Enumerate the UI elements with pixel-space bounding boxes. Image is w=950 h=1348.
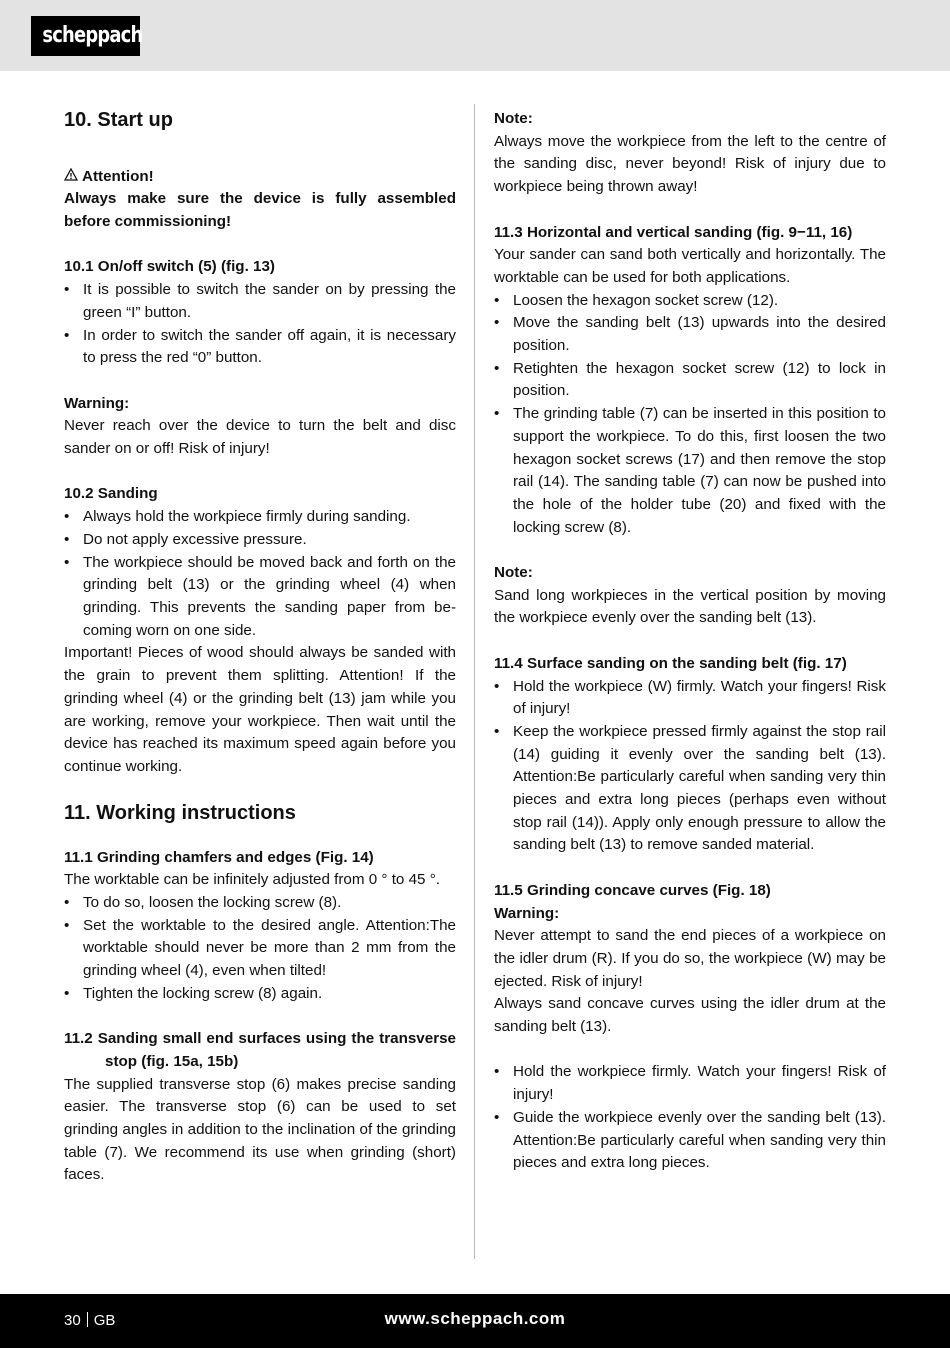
section-10-1-title: 10.1 On/off switch (5) (fig. 13): [64, 258, 275, 276]
note-text: Sand long workpieces in the vertical position by moving the workpiece evenly over the sanding belt (13).: [494, 586, 886, 627]
list-item: • In order to switch the sander off again, it is necessary to press the red “0” button.: [64, 325, 456, 370]
section-11-4-list: [494, 676, 886, 858]
note-label: Note:: [494, 564, 533, 582]
list-item: • Do not apply excessive pressure.: [64, 529, 456, 552]
section-11-5-title: 11.5 Grinding concave curves (Fig. 18): [494, 881, 771, 899]
section-11-2-title: 11.2 Sanding small end surfaces using the transverse stop (fig. 15a, 15b): [64, 1030, 456, 1070]
list-item: • Loosen the hexagon socket screw (12).: [494, 290, 886, 313]
warning-triangle-icon: [64, 166, 78, 189]
note-text: Always move the workpiece from the left to the centre of the sanding disc, never beyond! Risk of injury due to workpiece being thrown away!: [494, 132, 886, 196]
section-10-2-list: [64, 506, 456, 642]
attention-heading: [64, 166, 456, 189]
scheppach-logo: scheppach: [31, 16, 140, 56]
list-item: • Always hold the workpiece firmly during sanding.: [64, 506, 456, 529]
list-item: • Set the worktable to the desired angle. Attention:The worktable should never be more than 2 mm from the grinding wheel (4), even when tilted!: [64, 915, 456, 983]
right-column: [494, 108, 886, 1175]
list-item: • To do so, loosen the locking screw (8).: [64, 892, 456, 915]
attention-text: Always make sure the device is fully assembled before commissioning!: [64, 190, 456, 231]
list-item: • Hold the workpiece (W) firmly. Watch your fingers! Risk of injury!: [494, 676, 886, 721]
section-11-5-text: Always sand concave curves using the idler drum at the sanding belt (13).: [494, 995, 886, 1036]
list-item: • Hold the workpiece firmly. Watch your fingers! Risk of injury!: [494, 1061, 886, 1106]
list-item: • Keep the workpiece pressed firmly against the stop rail (14) guiding it evenly over the sanding belt (13). Attention:Be particularly careful when sanding very thin pieces and extra long pieces (perhaps even without stop rail (14)). Apply only enough pressure to allow the sanding belt (13) to remove sanded material.: [494, 721, 886, 857]
section-11-3-intro: Your sander can sand both vertically and horizontally. The worktable can be used for both applications.: [494, 246, 886, 286]
warning-label: Warning:: [64, 394, 130, 412]
section-11-2-text: The supplied transverse stop (6) makes precise sanding easier. The transverse stop (6) can be used to set grinding angles in addition to the inclination of the grinding table (7). We recommend its use when grinding (short) faces.: [64, 1075, 456, 1184]
section-11-3-list: [494, 290, 886, 540]
section-10-1-list: [64, 279, 456, 370]
language-code: GB: [93, 1312, 116, 1329]
section-10-2-title: 10.2 Sanding: [64, 485, 158, 503]
section-11-1-list: [64, 892, 456, 1006]
warning-text: Never attempt to sand the end pieces of a workpiece on the idler drum (R). If you do so, the workpiece (W) may be ejected. Risk of injury!: [494, 927, 886, 990]
section-10-title: 10. Start up: [64, 109, 173, 131]
list-item: • It is possible to switch the sander on by pressing the green “I” button.: [64, 279, 456, 324]
list-item: • Tighten the locking screw (8) again.: [64, 983, 456, 1006]
section-11-3-title: 11.3 Horizontal and vertical sanding (fig. 9−11, 16): [494, 223, 853, 241]
left-column: [64, 108, 456, 1187]
page-header: [0, 0, 950, 71]
section-11-4-title: 11.4 Surface sanding on the sanding belt (fig. 17): [494, 654, 847, 672]
list-item: • The workpiece should be moved back and forth on the grinding belt (13) or the grinding wheel (4) when grinding. This prevents the sanding paper from becoming worn on one side.: [64, 552, 456, 643]
website-url: www.scheppach.com: [384, 1309, 566, 1328]
section-11-1-title: 11.1 Grinding chamfers and edges (Fig. 14): [64, 848, 374, 866]
list-item: • The grinding table (7) can be inserted in this position to support the workpiece. To do this, first loosen the two hexagon socket screws (17) and then remove the stop rail (14). The sanding table (7) can now be pushed into the hole of the holder tube (20) and fixed with the locking screw (8).: [494, 403, 886, 539]
list-item: • Retighten the hexagon socket screw (12) to lock in position.: [494, 358, 886, 403]
section-11-title: 11. Working instructions: [64, 801, 296, 824]
section-11-5-list: [494, 1061, 886, 1175]
column-divider: [474, 104, 475, 1259]
section-11-1-intro: The worktable can be infinitely adjusted from 0 ° to 45 °.: [64, 871, 441, 889]
note-label: Note:: [494, 110, 533, 127]
list-item: • Guide the workpiece evenly over the sanding belt (13). Attention:Be particularly careful when sanding very thin pieces and extra long pieces.: [494, 1107, 886, 1175]
page-footer: [0, 1294, 950, 1348]
attention-label: Attention!: [82, 167, 154, 185]
warning-label: Warning:: [494, 904, 560, 922]
list-item: • Move the sanding belt (13) upwards into the desired position.: [494, 312, 886, 357]
important-paragraph: Important! Pieces of wood should always be sanded with the grain to prevent them splitting. Attention! If the grinding wheel (4) or the grinding belt (13) jam while you are working, remove your workpiece. Then wait until the device has reached its maximum speed again before you continue working.: [64, 644, 456, 775]
page-number-value: 30: [64, 1312, 81, 1329]
warning-text: Never reach over the device to turn the belt and disc sander on or off! Risk of injury!: [64, 417, 456, 458]
